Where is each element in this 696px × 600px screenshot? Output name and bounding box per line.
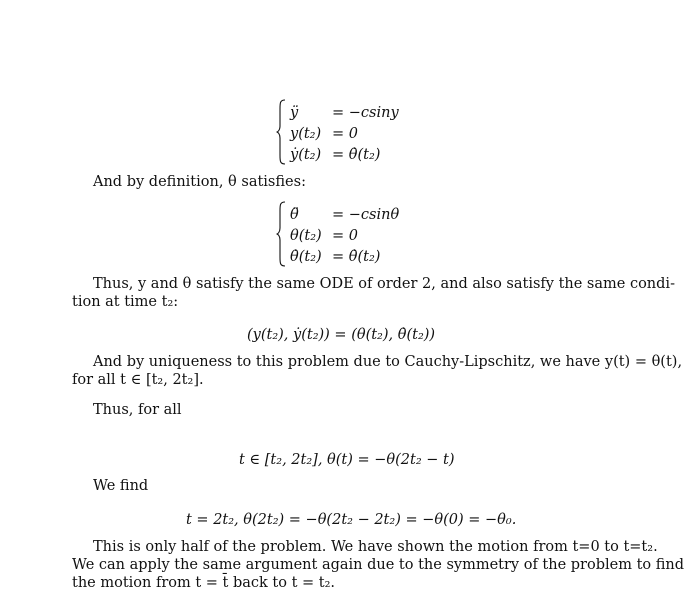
equation-symmetry: t ∈ [t₂, 2t₂], θ(t) = −θ(2t₂ − t): [239, 452, 455, 468]
paragraph-definition: And by definition, θ satisfies:: [93, 174, 306, 190]
system-theta-row-2-lhs: θ(t₂): [290, 228, 322, 244]
paragraph-final-line-2: We can apply the same argument again due to the symmetry of the problem to find: [72, 557, 685, 573]
system-theta-row-2-rhs: = 0: [332, 228, 358, 244]
equation-initial-condition: (y(t₂), ẏ(t₂)) = (θ(t₂), θ̇(t₂)): [247, 327, 436, 343]
paragraph-final-line-1: This is only half of the problem. We have shown the motion from t=0 to t=t₂.: [93, 539, 658, 555]
equation-system-y: [276, 105, 416, 165]
paragraph-we-find: We find: [93, 478, 149, 494]
paragraph-for-all: Thus, for all: [93, 402, 182, 418]
left-brace-icon: [276, 99, 286, 165]
system-theta-row-3-rhs: = θ̇(t₂): [332, 249, 381, 265]
paragraph-thus-line-2: tion at time t₂:: [72, 294, 179, 310]
system-y-row-2-rhs: = 0: [332, 126, 358, 142]
equation-result: t = 2t₂, θ(2t₂) = −θ(2t₂ − 2t₂) = −θ(0) = −θ₀.: [186, 512, 517, 528]
equation-system-theta: [276, 207, 416, 267]
paragraph-thus-line-1: Thus, y and θ satisfy the same ODE of order 2, and also satisfy the same condi-: [93, 276, 675, 292]
paragraph-final-line-3: the motion from t = t̄ back to t = t₂.: [72, 575, 336, 591]
paragraph-uniqueness-line-2: for all t ∈ [t₂, 2t₂].: [72, 372, 204, 388]
system-theta-row-3-lhs: θ̇(t₂): [290, 249, 322, 265]
system-y-row-3-rhs: = θ̇(t₂): [332, 147, 381, 163]
system-y-row-3-lhs: ẏ(t₂): [290, 147, 322, 163]
left-brace-icon: [276, 201, 286, 267]
system-y-row-1-lhs: ÿ: [290, 105, 299, 121]
system-y-row-1-rhs: = −csiny: [332, 105, 399, 121]
system-theta-row-1-rhs: = −csinθ: [332, 207, 400, 223]
system-theta-row-1-lhs: θ̈: [290, 207, 299, 223]
paragraph-uniqueness-line-1: And by uniqueness to this problem due to Cauchy-Lipschitz, we have y(t) = θ(t),: [93, 354, 683, 370]
system-y-row-2-lhs: y(t₂): [290, 126, 322, 142]
